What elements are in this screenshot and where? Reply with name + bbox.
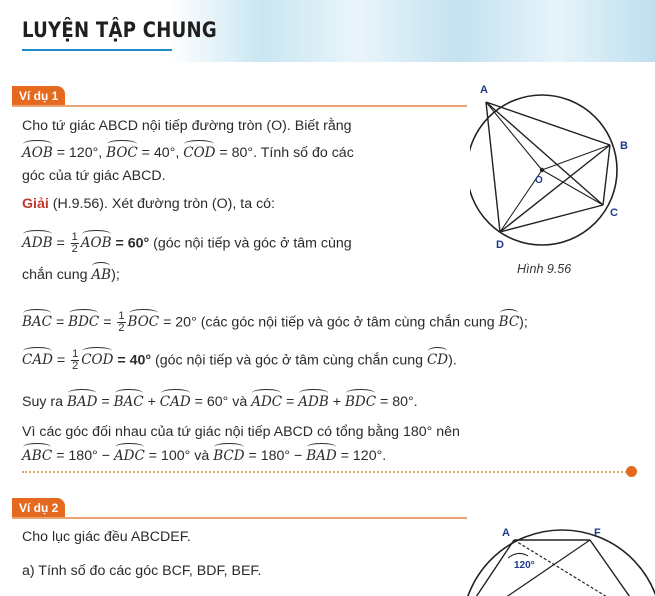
- text: ).: [448, 352, 457, 369]
- text: = 120°,: [52, 145, 107, 161]
- ex1-line-2: [22, 145, 354, 161]
- text: =: [52, 352, 70, 369]
- seg-ab: [474, 540, 514, 596]
- arc-aob: AOB: [22, 145, 53, 161]
- angle-bad: BAD: [66, 394, 98, 410]
- text: = 80°. Tính số đo các: [215, 145, 354, 161]
- figure-caption: Hình 9.56: [517, 262, 572, 276]
- angle-bac: BAC: [113, 394, 144, 410]
- label-c: C: [610, 207, 618, 219]
- label-a: A: [480, 84, 488, 96]
- text: và: [228, 394, 252, 410]
- ex1-line-6: [22, 267, 120, 283]
- arc-bc: BC: [498, 314, 520, 331]
- angle-arc: [508, 553, 528, 558]
- text: = 180° −: [244, 448, 307, 464]
- text: =: [52, 235, 69, 252]
- seg-ab: [486, 102, 610, 145]
- text: = 80°.: [376, 394, 418, 410]
- den: 2: [71, 243, 78, 255]
- seg-fe: [590, 540, 632, 596]
- label-b: B: [620, 140, 628, 152]
- seg-bc: [603, 145, 610, 205]
- text: = 120°.: [336, 448, 387, 464]
- ex2-line-1: Cho lục giác đều ABCDEF.: [22, 529, 191, 545]
- arc-cod: COD: [183, 145, 216, 161]
- title-underline: [22, 49, 172, 51]
- example2-rule: [12, 517, 467, 519]
- arc-boc: BOC: [106, 145, 138, 161]
- label-o: O: [535, 175, 543, 186]
- seg-ob: [542, 145, 610, 170]
- den: 2: [118, 322, 125, 334]
- angle-bac: BAC: [22, 314, 52, 331]
- arc-ab: AB: [91, 267, 112, 283]
- ex2-line-2: a) Tính số đo các góc BCF, BDF, BEF.: [22, 563, 262, 579]
- ex1-line-11: [22, 448, 386, 464]
- angle-adb: ADB: [22, 235, 53, 252]
- fraction-half: [117, 311, 125, 334]
- angle-adb: ADB: [298, 394, 329, 410]
- angle-bad: BAD: [306, 448, 337, 464]
- angle-adc: ADC: [251, 394, 283, 410]
- center-point: [540, 168, 544, 172]
- hexagon-figure: [462, 520, 655, 596]
- text: (các góc nội tiếp và góc ở tâm cùng chắn cung: [196, 314, 499, 331]
- text: chắn cung: [22, 267, 92, 283]
- text: =: [97, 394, 114, 410]
- section-separator: [22, 471, 627, 473]
- solution-label: Giải: [22, 196, 49, 212]
- text: = 180° −: [52, 448, 114, 464]
- ex1-line-9: [22, 394, 418, 410]
- num: 1: [118, 310, 125, 322]
- label-f: F: [594, 527, 601, 539]
- text: và: [190, 448, 214, 464]
- ex1-line-5: [22, 232, 352, 255]
- label-d: D: [496, 239, 504, 251]
- text: =: [99, 314, 116, 331]
- text: +: [328, 394, 345, 410]
- text: =: [282, 394, 299, 410]
- text: );: [519, 314, 528, 331]
- fraction-half: [71, 232, 79, 255]
- angle-abc: ABC: [22, 448, 53, 464]
- text: = 60°: [111, 235, 150, 252]
- seg-da: [486, 102, 500, 232]
- arc-cod: COD: [81, 352, 114, 369]
- angle-cad: CAD: [159, 394, 191, 410]
- page-title: LUYỆN TẬP CHUNG: [22, 18, 218, 42]
- num: 1: [71, 231, 78, 243]
- arc-cd: CD: [426, 352, 449, 369]
- text: = 100°: [144, 448, 191, 464]
- fraction-half: [71, 349, 79, 372]
- ex1-line-3: góc của tứ giác ABCD.: [22, 168, 166, 184]
- example1-rule: [12, 105, 467, 107]
- angle-bcd: BCD: [213, 448, 245, 464]
- text: = 20°: [159, 314, 197, 331]
- angle-bdc: BDC: [344, 394, 377, 410]
- separator-dot: [626, 466, 637, 477]
- label-a: A: [502, 527, 510, 539]
- ex1-line-10: Vì các góc đối nhau của tứ giác nội tiếp ABCD có tổng bằng 180° nên: [22, 424, 460, 440]
- num: 1: [72, 348, 79, 360]
- text: = 40°,: [137, 145, 184, 161]
- angle-cad: CAD: [22, 352, 53, 369]
- text: = 60°: [190, 394, 229, 410]
- arc-boc: BOC: [127, 314, 160, 331]
- text: );: [111, 267, 120, 283]
- text: (góc nội tiếp và góc ở tâm cùng: [149, 235, 352, 252]
- arc-aob: AOB: [80, 235, 112, 252]
- solution-text: (H.9.56). Xét đường tròn (O), ta có:: [48, 196, 275, 212]
- den: 2: [72, 360, 79, 372]
- text: = 40°: [113, 352, 152, 369]
- text: Suy ra: [22, 394, 67, 410]
- angle-label: 120°: [514, 560, 535, 571]
- angle-bdc: BDC: [68, 314, 100, 331]
- ex1-line-8: [22, 349, 457, 372]
- example1-badge: Ví dụ 1: [12, 86, 65, 106]
- text: =: [52, 314, 69, 331]
- example2-badge: Ví dụ 2: [12, 498, 65, 518]
- text: (góc nội tiếp và góc ở tâm cùng chắn cung: [151, 352, 427, 369]
- text: +: [143, 394, 160, 410]
- angle-adc: ADC: [113, 448, 145, 464]
- seg-bd: [500, 145, 610, 232]
- figure-9-56: [470, 80, 650, 260]
- ex1-line-1: Cho tứ giác ABCD nội tiếp đường tròn (O). Biết rằng: [22, 118, 352, 134]
- ex1-line-7: [22, 311, 528, 334]
- ex1-solution: [22, 196, 275, 212]
